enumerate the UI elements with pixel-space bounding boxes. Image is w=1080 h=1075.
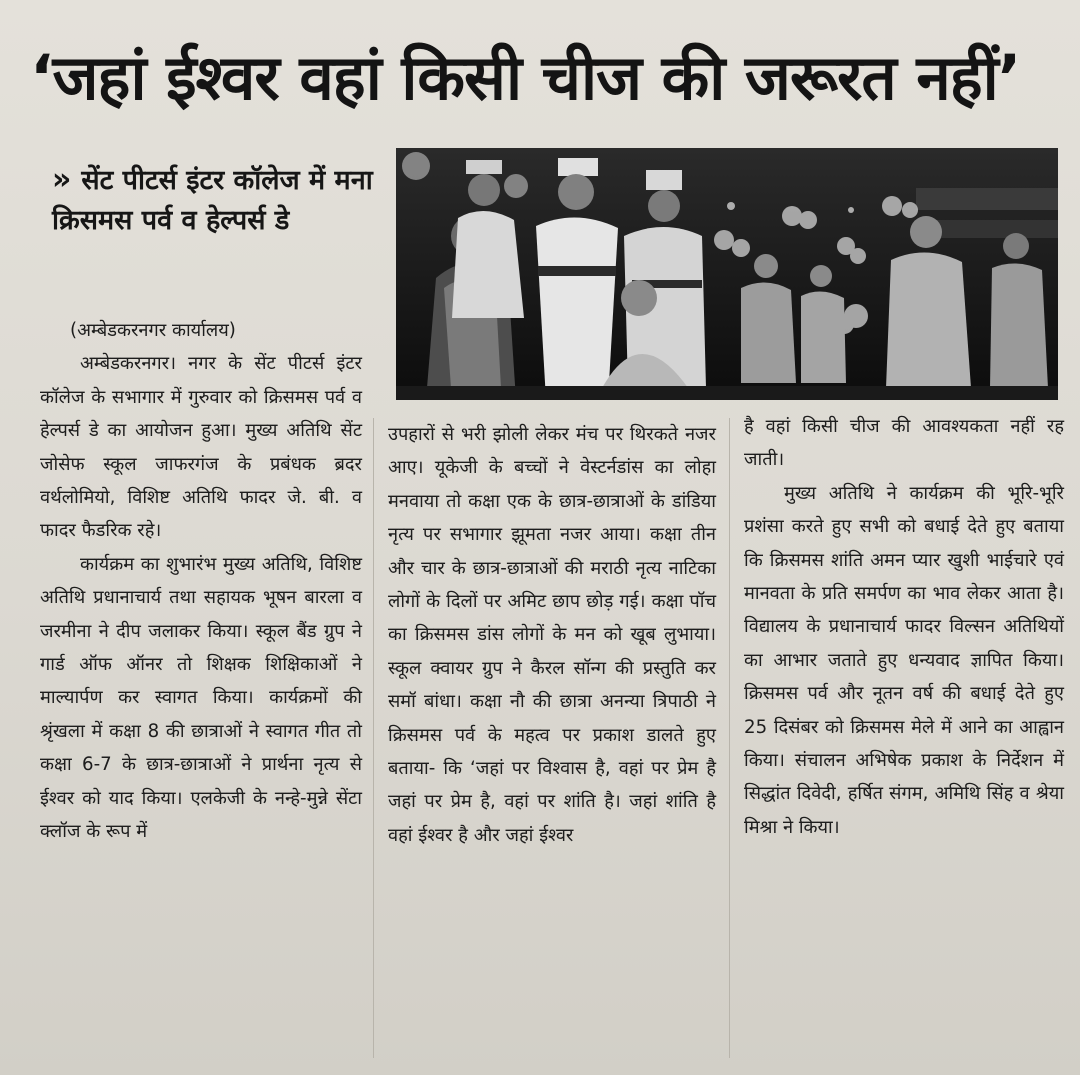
paragraph: उपहारों से भरी झोली लेकर मंच पर थिरकते नजर आए। यूकेजी के बच्चों ने वेस्टर्नडांस का लोहा मनवाया तो कक्षा एक के छात्र-छात्राओं के डांडिया नृत्य पर सभागार झूमता नजर आया। कक्षा तीन और चार के छात्र-छात्राओं की मराठी नृत्य नाटिका लोगों के दिलों पर अमिट छाप छोड़ गई। कक्षा पॉच का क्रिसमस डांस लोगों के मन को खूब लुभाया। स्कूल क्वायर ग्रुप ने कैरल सॉन्ग की प्रस्तुति कर समॉ बांधा। कक्षा नौ की छात्रा अनन्या त्रिपाठी ने क्रिसमस पर्व के महत्व पर प्रकाश डालते हुए बताया- कि ‘जहां पर विश्वास है, वहां पर प्रेम है जहां पर प्रेम है, वहां पर शांति है। जहां शांति है वहां ईश्वर है और जहां ईश्वर	[388, 424, 716, 846]
paragraph: कार्यक्रम का शुभारंभ मुख्य अतिथि, विशिष्ट अतिथि प्रधानाचार्य तथा सहायक भूषन बारला व जरमीना ने दीप जलाकर किया। स्कूल बैंड ग्रुप ने गार्ड ऑफ ऑनर तो शिक्षक शिक्षिकाओं ने माल्यार्पण कर स्वागत किया। कार्यक्रमों की श्रृंखला में कक्षा 8 की छात्राओं ने स्वागत गीत तो कक्षा 6-7 के छात्र-छात्राओं ने प्रार्थना नृत्य से ईश्वर को याद किया। एलकेजी के नन्हे-मुन्ने सेंटा क्लॉज के रूप में	[40, 553, 362, 843]
kicker-text: सेंट पीटर्स इंटर कॉलेज में मना क्रिसमस पर्व व हेल्पर्स डे	[52, 165, 373, 236]
dateline: (अम्बेडकरनगर कार्यालय)	[70, 320, 236, 341]
column-3	[744, 410, 1064, 844]
headline: ‘जहां ईश्वर वहां किसी चीज की जरूरत नहीं’	[30, 41, 1021, 114]
paragraph: है वहां किसी चीज की आवश्यकता नहीं रह जाती।	[744, 416, 1064, 471]
column-1	[40, 314, 362, 849]
paragraph: मुख्य अतिथि ने कार्यक्रम की भूरि-भूरि प्रशंसा करते हुए सभी को बधाई देते हुए बताया कि क्रिसमस शांति अमन प्यार खुशी भाईचारे एवं मानवता के प्रति समर्पण का भाव लेकर आता है। विद्यालय के प्रधानाचार्य फादर विल्सन अतिथियों का आभार जताते हुए धन्यवाद ज्ञापित किया। क्रिसमस पर्व और नूतन वर्ष की बधाई देते हुए 25 दिसंबर को क्रिसमस मेले में आने का आह्वान किया। संचालन अभिषेक प्रकाश के निर्देशन में सिद्धांत दिवेदी, हर्षित संगम, अमिथि सिंह व श्रेया मिश्रा ने किया।	[744, 482, 1064, 838]
paragraph: अम्बेडकरनगर। नगर के सेंट पीटर्स इंटर कॉलेज के सभागार में गुरुवार को क्रिसमस पर्व व हेल्पर्स डे का आयोजन हुआ। मुख्य अतिथि सेंट जोसेफ स्कूल जाफरगंज के प्रबंधक ब्रदर वर्थलोमियो, विशिष्ट अतिथि फादर जे. बी. व फादर फैडरिक रहे।	[40, 353, 362, 542]
column-divider	[729, 418, 730, 1058]
news-photo	[396, 148, 1058, 400]
column-2	[388, 418, 716, 852]
column-divider	[373, 418, 374, 1058]
double-chevron-icon: »	[52, 162, 72, 197]
photo-illustration	[396, 148, 1058, 400]
kicker	[52, 160, 382, 241]
